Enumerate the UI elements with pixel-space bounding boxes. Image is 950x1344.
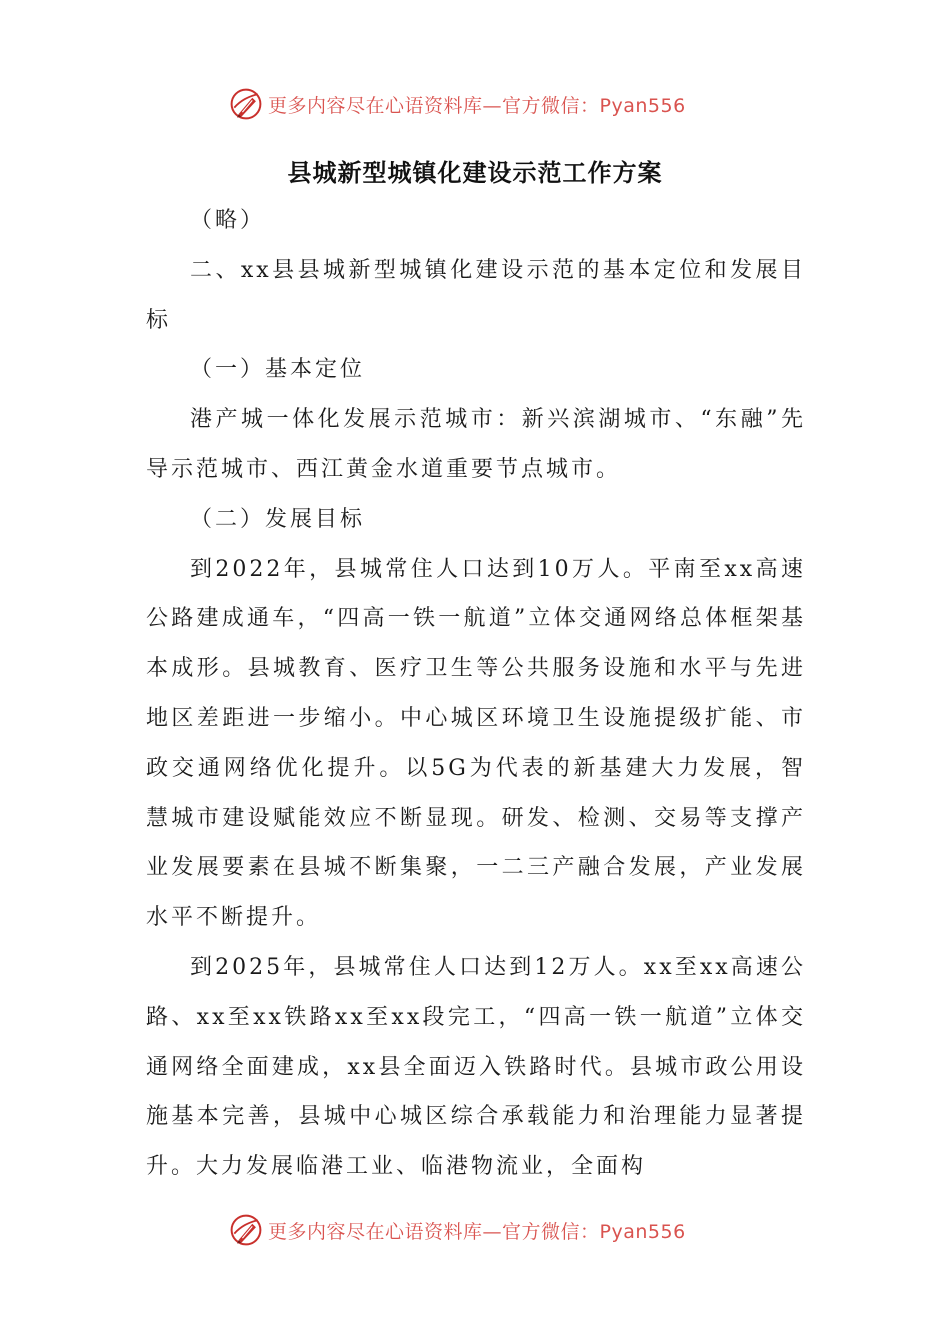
banner-slogan: 更多内容尽在心语资料库—官方微信：	[268, 1220, 600, 1243]
banner-wechat-id: Pyan556	[599, 1220, 686, 1243]
banner-wechat-id: Pyan556	[599, 94, 686, 117]
document-title: 县城新型城镇化建设示范工作方案	[287, 158, 663, 187]
pen-nib-logo-icon	[228, 1212, 264, 1248]
pen-nib-logo-icon	[228, 86, 264, 122]
footer-banner	[228, 1210, 728, 1250]
paragraph-positioning: 港产城一体化发展示范城市：新兴滨湖城市、“东融”先导示范城市、西江黄金水道重要节点城市。	[146, 407, 806, 482]
document-body	[146, 196, 806, 1192]
header-banner	[228, 84, 728, 124]
paragraph-goals-2025: 到2025年，县城常住人口达到12万人。xx至xx高速公路、xx至xx铁路xx至xx段完工，“四高一铁一航道”立体交通网络全面建成，xx县全面迈入铁路时代。县城市政公用设施基本完善，县城中心城区综合承载能力和治理能力显著提升。大力发展临港工业、临港物流业，全面构	[146, 954, 806, 1180]
subheading-development-goals: （二）发展目标	[190, 506, 366, 532]
paragraph-omitted: （略）	[190, 208, 266, 233]
banner-caption	[268, 91, 686, 118]
subheading-basic-positioning: （一）基本定位	[190, 357, 366, 383]
paragraph-goals-2022: 到2022年，县城常住人口达到10万人。平南至xx高速公路建成通车，“四高一铁一航道”立体交通网络总体框架基本成形。县城教育、医疗卫生等公共服务设施和水平与先进地区差距进一步缩小。中心城区环境卫生设施提级扩能、市政交通网络优化提升。以5G为代表的新基建大力发展，智慧城市建设赋能效应不断显现。研发、检测、交易等支撑产业发展要素在县城不断集聚，一二三产融合发展，产业发展水平不断提升。	[146, 556, 806, 931]
banner-caption	[268, 1217, 686, 1244]
banner-slogan: 更多内容尽在心语资料库—官方微信：	[268, 94, 600, 117]
section-heading-2: 二、xx县县城新型城镇化建设示范的基本定位和发展目标	[146, 257, 806, 333]
